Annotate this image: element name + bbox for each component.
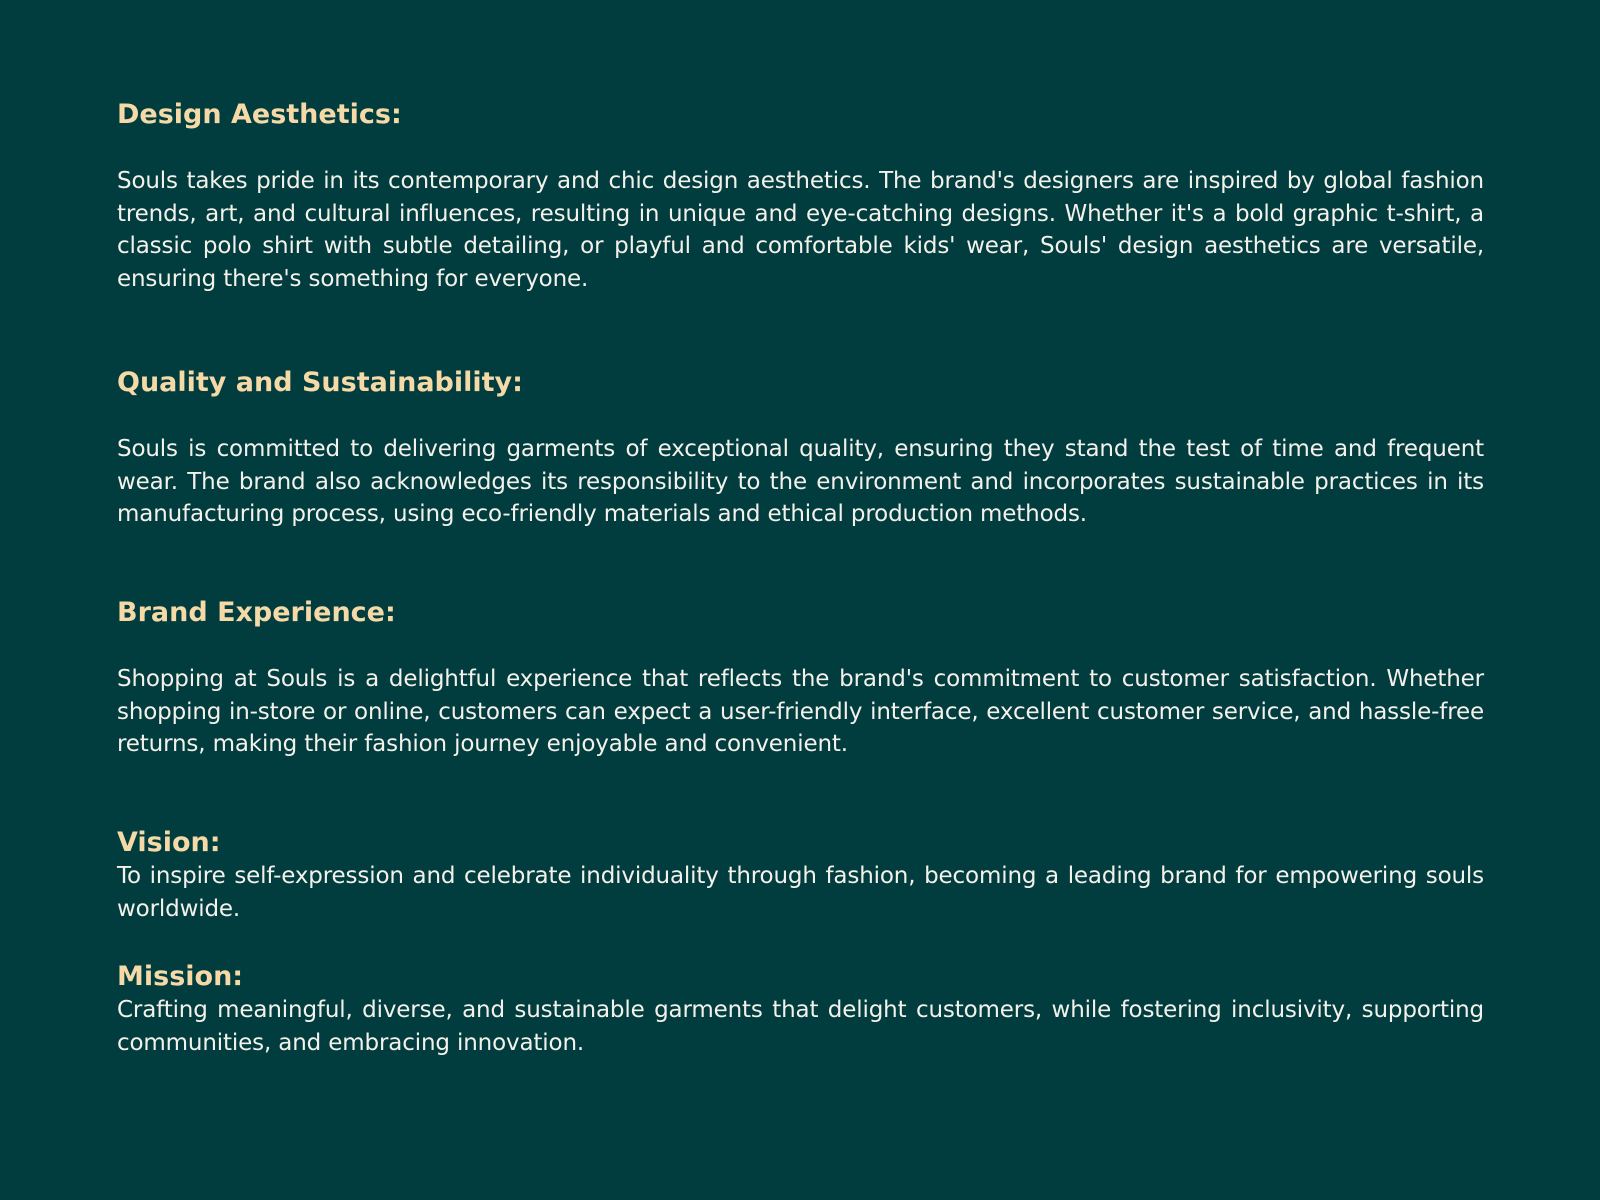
section-heading: Vision:	[117, 827, 221, 858]
section-body: Shopping at Souls is a delightful experience that reflects the brand's commitment to customer satisfaction. Whether shopping in-store or online, customers can expect a user-friendly interface, excellent customer service, and hassle-free returns, making their fashion journey enjoyable and convenient.	[117, 666, 1484, 757]
section-heading: Brand Experience:	[117, 597, 396, 628]
section-heading: Quality and Sustainability:	[117, 367, 523, 398]
section-body: Souls is committed to delivering garments of exceptional quality, ensuring they stand the test of time and frequent wear. The brand also acknowledges its responsibility to the environment and incorporates sustainable practices in its manufacturing process, using eco-friendly materials and ethical production methods.	[117, 436, 1484, 527]
section-body: Crafting meaningful, diverse, and sustainable garments that delight customers, while fostering inclusivity, supporting communities, and embracing innovation.	[117, 997, 1484, 1056]
section-body: Souls takes pride in its contemporary and chic design aesthetics. The brand's designers are inspired by global fashion trends, art, and cultural influences, resulting in unique and eye-catching designs. Whether it's a bold graphic t-shirt, a classic polo shirt with subtle detailing, or playful and comfortable kids' wear, Souls' design aesthetics are versatile, ensuring there's something for everyone.	[117, 168, 1484, 292]
section-design-aesthetics	[117, 98, 1484, 295]
section-body: To inspire self-expression and celebrate individuality through fashion, becoming a leading brand for empowering souls worldwide.	[117, 863, 1484, 922]
section-heading: Design Aesthetics:	[117, 99, 402, 130]
section-brand-experience	[117, 596, 1484, 761]
section-vision	[117, 826, 1484, 925]
section-heading: Mission:	[117, 961, 244, 992]
section-quality-sustainability	[117, 366, 1484, 531]
section-mission	[117, 960, 1484, 1059]
